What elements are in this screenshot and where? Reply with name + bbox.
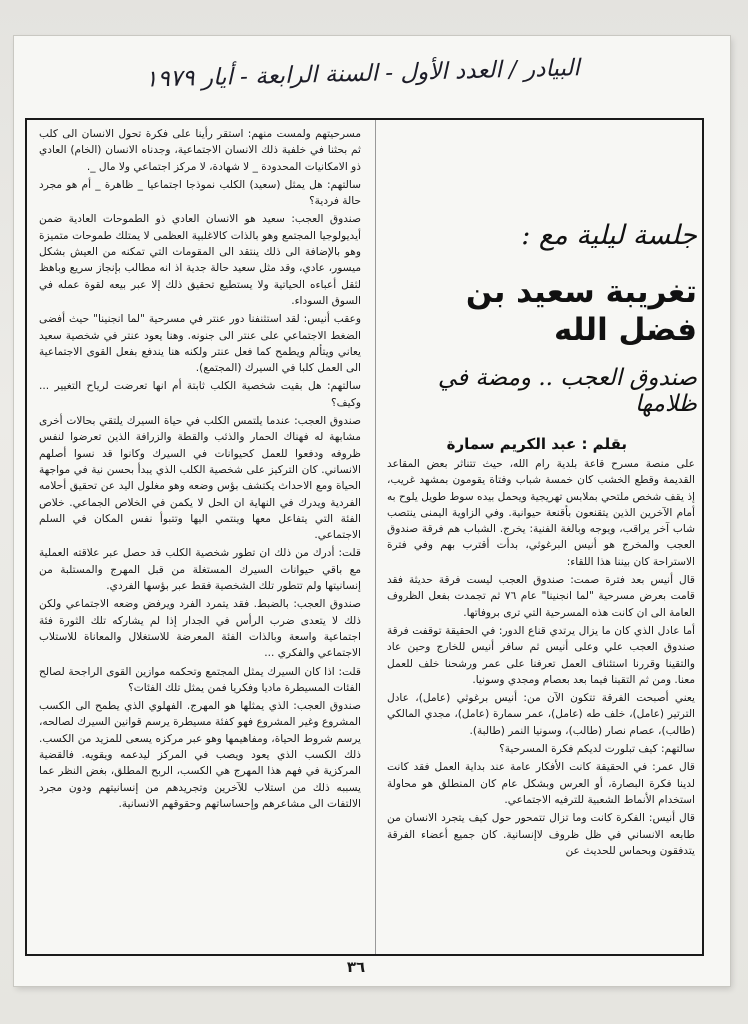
paragraph: قلت: أدرك من ذلك ان تطور شخصية الكلب قد حصل عبر علاقته العملية مع باقي حيوانات السيرك المستغلة من قبل المهرج والمستلبة من إنسانيتها ولم تتطور تلك الشخصية فقط عبر بؤسها الفردي. (39, 547, 361, 593)
paragraph: قلت: اذا كان السيرك يمثل المجتمع وتحكمه موازين القوى الراجحة لصالح الفئات المسيطرة ماديا وفكريا فمن يمثل تلك الفئات؟ (39, 665, 361, 694)
kicker: جلسة ليلية مع : (521, 220, 697, 251)
paragraph: على منصة مسرح قاعة بلدية رام الله، حيث تتناثر بعض المقاعد القديمة وقطع الخشب كان خمسة شباب وفتاة يقومون بمشهد غريب، إذ يقف شخص ملتحي بملابس تهريجية ويحمل بيده سوط طويل يلوح به أمام الآخرين الذين يتقنعون بأقنعة حيوانية. وفي الزاوية اليمنى ينتصب شاب آخر يراقب، ويوجه وبالغة الفنية: يخرج. الشباب هم فرقة صندوق العجب والمخرج هو أنيس البرغوثي، بدأت أقترب بهم وفي فترة الاستراحة كان بيننا هذا اللقاء: (387, 458, 695, 568)
paragraph: صندوق العجب: بالضبط. فقد يتمرد الفرد ويرفض وضعه الاجتماعي ولكن ذلك لا يتعدى ضرب الرأس في الجدار إذا لم يشاركه تلك الثورة فئة اجتماعية واسعة وبالذات الفئة المعرضة للاستغلال والمعاناة للاستلاب الاجتماعي والفكري ... (39, 598, 361, 660)
right-column (387, 456, 695, 952)
handwritten-note: البيادر / العدد الأول - السنة الرابعة - أيار ١٩٧٩ (144, 55, 581, 93)
paragraph: صندوق العجب: سعيد هو الانسان العادي ذو الطموحات العادية ضمن أيديولوجيا المجتمع وهو بالذات كالاغلبية العظمى لا يمتلك طموحات متميزة وهو بالإضافة الى ذلك ينتقد الى المقومات التي تمكنه من العيش بشكل ميسور، عادي، وقد مثل سعيد حالة جدية اذ انه مطالب بإنجاز سريع وباهظ لثقل أعباءه الحياتية ولا يستطيع تحقيق ذلك إلا عبر بيعه لقوة عمله في السوق السوداء. (39, 213, 361, 307)
paragraph: سالتهم: هل بقيت شخصية الكلب ثابتة أم انها تعرضت لرياح التغيير ... وكيف؟ (39, 380, 361, 409)
paragraph: وعقب أنيس: لقد استثنفنا دور عنتر في مسرحية "لما انجنينا" حيث أفضى الضغط الاجتماعي على عنتر الى جنونه. وهنا يعود عنتر في شخصية سعيد يعاني ويتألم ويطمح كما فعل عنتر ولكنه هنا يندفع بفعل القوى الاجتماعية الى العمل كلبا في السيرك (المجتمع). (39, 313, 361, 375)
byline: بقلم : عبد الكريم سمارة (446, 435, 627, 453)
column-divider (375, 120, 376, 954)
paragraph: صندوق العجب: الذي يمثلها هو المهرج. الفهلوي الذي يطمح الى الكسب المشروع وغير المشروع فهو كفئة مسيطرة يرسم قوانين السيرك لصالحه، يرسم شروط الحياة، ومفاهيمها وهو عبر مركزه يسعى للمزيد من الكسب. ذلك الكسب الذي يعود ويصب في المركز ليدعمه ويقويه. فالقضية المركزية في فهم هذا المهرج هي الكسب، الربح المطلق، بغض النظر عما يسببه ذلك من استلاب للآخرين وتجريدهم من إنسانيتهم ودون مجرد الالتفات الى مشاعرهم وإحساساتهم وحقوقهم الانسانية. (39, 700, 361, 810)
paragraph: قال عمر: في الحقيقة كانت الأفكار عامة عند بداية العمل فقد كانت لدينا فكرة البصارة، أو العرس وبشكل عام كان المنطلق هو محاولة استخدام الأنماط الشعبية للترفيه الاجتماعي. (387, 761, 695, 806)
paragraph: قال أنيس: الفكرة كانت وما تزال تتمحور حول كيف يتجرد الانسان من طابعه الانساني في ظل ظروف لاإنسانية. كان جميع أعضاء الفرقة يتدفقون وبحماس للحديث عن (387, 812, 695, 857)
paragraph: يعني أصبحت الفرقة تتكون الآن من: أنيس برغوثي (عامل)، عادل الترتير (عامل)، خلف طه (عامل)، عمر سمارة (عامل)، مجدي المالكي (طالب)، عصام نصار (طالب)، وسونيا النمر (طالبة). (387, 692, 695, 737)
title-block (387, 140, 697, 453)
paragraph: سالتهم: كيف تبلورت لديكم فكرة المسرحية؟ (499, 743, 695, 756)
article-subtitle: صندوق العجب .. ومضة في ظلامها (437, 365, 697, 417)
paragraph: أما عادل الذي كان ما يزال يرتدي قناع الدور: في الحقيقة توقفت فرقة صندوق العجب علي وعلى أنيس ثم سافر أنيس للخارج وحين عاد والتقينا وقررنا استئناف العمل تعرفنا على عمر ورشحنا خلف للعمل معنا. ومن ثم التقينا فيما بعد بعصام ومجدي وسونيا. (387, 624, 695, 686)
article-title: تغريبة سعيد بن فضل الله (465, 274, 697, 348)
left-column (39, 126, 361, 952)
paragraph: قال أنيس بعد فترة صمت: صندوق العجب ليست فرقة حديثة فقد قامت بعرض مسرحية "لما انجنينا" عام ٧٦ ثم تجمدت بفعل الظروف العامة الى ان كانت هذه المسرحية التي ترى بروفاتها. (387, 574, 695, 619)
page-number: ٣٦ (346, 958, 366, 976)
paragraph: صندوق العجب: عندما يلتمس الكلب في حياة السيرك يلتقي بحالات أخرى مشابهة له فهناك الحمار والذئب والقطة والزرافة الذين تعرضوا لنفس ظروفه ودفعوا للعمل كحيوانات في السيرك وكانوا قد نسوا أصلهم الانساني. كان التركيز على شخصية الكلب الذي يبدأ بحسن نية في مواجهة الحياة ومع الاحداث يكتشف بؤس وضعه وهو مغلول اليد عن تحقيق أحلامه الفردية ويدرك في النهاية ان الحل لا يكمن في الخلاص الجماعي. خلاص الفئة التي يتفاعل معها وينتمي اليها وتتبوأ نفس المكان في السلم الاجتماعي. (39, 415, 361, 542)
paragraph: سالتهم: هل يمثل (سعيد) الكلب نموذجا اجتماعيا _ ظاهرة _ أم هو مجرد حالة فردية؟ (39, 178, 361, 208)
paragraph: مسرحيتهم ولمست منهم: استقر رأينا على فكرة تحول الانسان الى كلب ثم بحثنا في خلفية ذلك الانسان الاجتماعية، وجدناه الانسان (الخام) العادي ذو الامكانيات المحدودة _ لا شهادة، لا مركز اجتماعي ولا مال _. (39, 128, 361, 173)
article-frame (25, 118, 704, 956)
